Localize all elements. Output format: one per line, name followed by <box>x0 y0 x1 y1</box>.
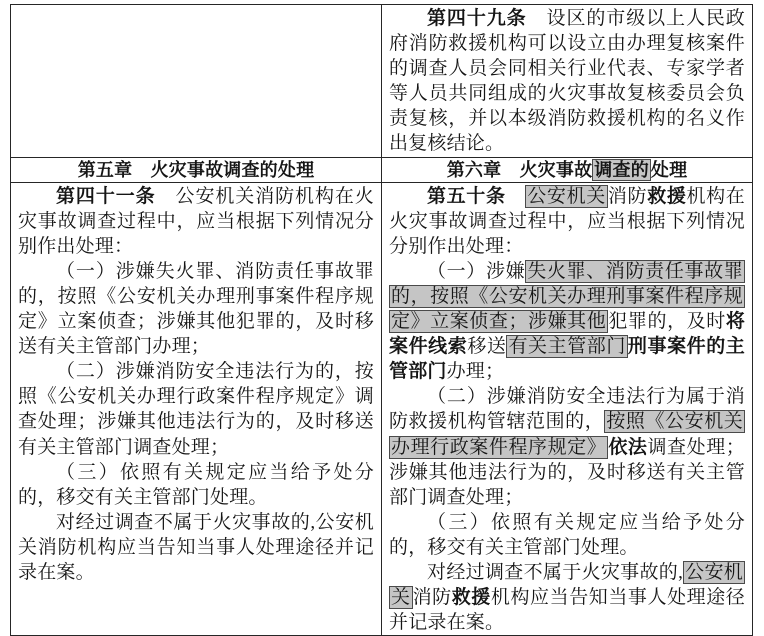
paragraph <box>15 158 377 182</box>
table-row <box>11 182 753 636</box>
paragraph <box>389 384 745 509</box>
paragraph <box>389 6 745 157</box>
text-run: 犯罪的，及时 <box>608 311 726 333</box>
text-run: 消防 <box>607 185 648 207</box>
comparison-table <box>10 4 753 636</box>
inserted-bold-text: 将案件线索 <box>389 311 746 358</box>
inserted-bold-text: 救援 <box>451 587 491 609</box>
text-run: 对经过调查不属于火灾事故的, <box>427 561 684 583</box>
highlighted-deleted-text: 公安机关 <box>391 561 743 609</box>
inserted-bold-text: 第五章 火灾事故调查的处理 <box>77 159 315 180</box>
paragraph <box>18 510 374 585</box>
old-article-41-cell <box>11 182 382 636</box>
paragraph <box>389 560 745 635</box>
old-column-empty-cell <box>11 5 382 158</box>
document-page <box>10 4 752 636</box>
highlighted-deleted-text: 按照《公安机关办理行政案件程序规定》 <box>391 411 743 458</box>
paragraph <box>389 184 745 259</box>
text-run: （三）依照有关规定应当给予处分的，移交有关主管部门处理。 <box>389 511 745 558</box>
highlighted-deleted-text: 调查的 <box>594 159 649 180</box>
text-run: 移送 <box>467 336 507 358</box>
text-run: 设区的市级以上人民政府消防救援机构可以设立由办理复核案件的调查人员会同相关行业代表、专家学者等人员共同组成的火灾事故复核委员会负责复核，并以本级消防救援机构的名义作出复核结论。 <box>389 8 745 155</box>
paragraph <box>389 510 745 560</box>
paragraph <box>389 259 745 384</box>
table-row <box>11 157 753 182</box>
table-row <box>11 5 753 158</box>
text-run: 办理； <box>446 361 505 383</box>
text-run: 机构在火灾事故调查过程中，应当根据下列情况分别作出处理： <box>389 185 746 257</box>
text-run: 公安机关消防机构在火灾事故调查过程中，应当根据下列情况分别作出处理： <box>18 185 374 257</box>
text-run: （二）涉嫌消防安全违法行为属于消防救援机构管辖范围的， <box>389 386 745 433</box>
text-run: （二）涉嫌消防安全违法行为的，按照《公安机关办理行政案件程序规定》调查处理；涉嫌其他违法行为的，及时移送有关主管部门调查处理； <box>18 361 374 458</box>
new-article-50-cell <box>382 182 753 636</box>
text-run: （一）涉嫌失火罪、消防责任事故罪的，按照《公安机关办理刑事案件程序规定》立案侦查；涉嫌其他犯罪的，及时移送有关主管部门办理； <box>18 260 374 358</box>
inserted-bold-text: 第四十九条 <box>427 8 527 29</box>
text-run <box>506 186 526 207</box>
text-run: 对经过调查不属于火灾事故的,公安机关消防机构应当告知当事人处理途径并记录在案。 <box>18 511 374 583</box>
inserted-bold-text: 救援 <box>647 185 687 207</box>
new-chapter-header-cell <box>382 157 753 182</box>
inserted-bold-text: 刑事案件的主管部门 <box>389 336 745 383</box>
text-run: （一）涉嫌 <box>427 260 526 282</box>
inserted-bold-text: 第四十一条 <box>56 185 156 207</box>
highlighted-deleted-text: 失火罪、消防责任事故罪的，按照《公安机关办理刑事案件程序规定》立案侦查；涉嫌其他 <box>391 260 743 333</box>
text-run: （三）依照有关规定应当给予处分的，移交有关主管部门处理。 <box>18 461 374 508</box>
paragraph <box>18 259 374 359</box>
inserted-bold-text: 第五十条 <box>427 185 506 207</box>
text-run: 调查处理；涉嫌其他违法行为的，及时移送有关主管部门调查处理； <box>389 436 745 508</box>
highlighted-deleted-text: 公安机关 <box>527 185 606 207</box>
inserted-bold-text: 第六章 火灾事故 <box>446 159 593 180</box>
paragraph <box>18 184 374 259</box>
text-run: 机构应当告知当事人处理途径并记录在案。 <box>389 587 745 634</box>
paragraph <box>18 460 374 510</box>
old-chapter-header-cell <box>11 157 382 182</box>
paragraph <box>18 359 374 459</box>
inserted-bold-text: 依法 <box>608 436 648 458</box>
paragraph <box>386 158 748 182</box>
inserted-bold-text: 处理 <box>650 159 688 180</box>
highlighted-deleted-text: 有关主管部门 <box>508 336 626 358</box>
new-article-49-cell <box>382 5 753 158</box>
text-run: 消防 <box>412 587 452 609</box>
